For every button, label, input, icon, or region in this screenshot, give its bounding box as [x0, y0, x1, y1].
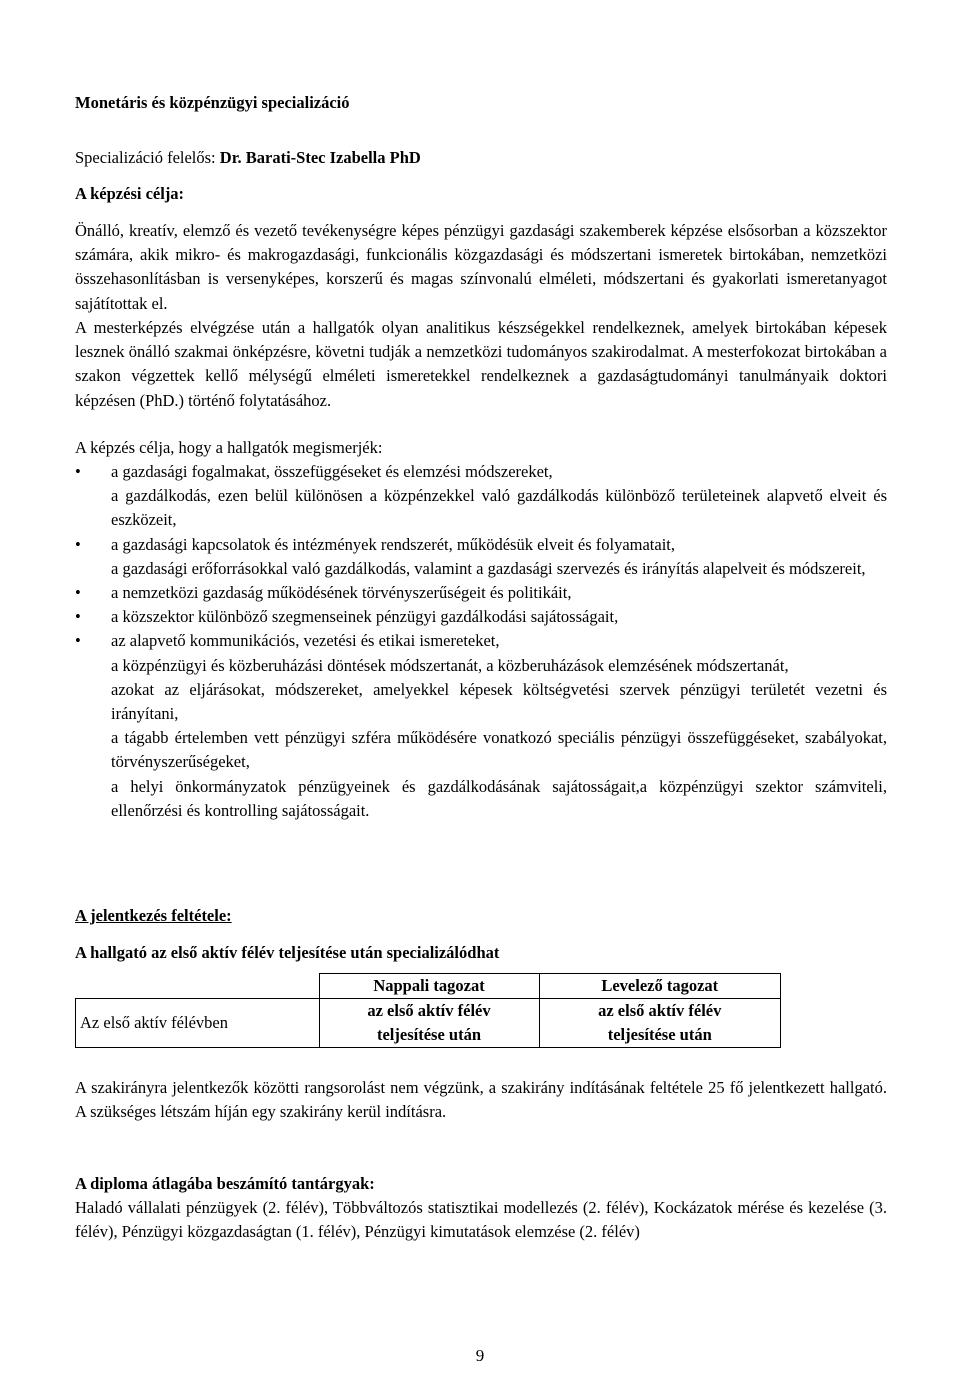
learn-intro: A képzés célja, hogy a hallgatók megismerjék: — [75, 438, 383, 457]
apply-heading: A jelentkezés feltétele: — [75, 906, 232, 925]
table-header-row — [76, 974, 781, 999]
list-item: azokat az eljárásokat, módszereket, amelyekkel képesek költségvetési szervek pénzügyi területét vezetni és irányítani, — [111, 679, 887, 724]
list-item: a tágabb értelemben vett pénzügyi szféra működésére vonatkozó speciális pénzügyi összefüggéseket, szabályokat, törvényszerűségeket, — [111, 728, 887, 772]
list-item: • az alapvető kommunikációs, vezetési és etikai ismereteket, — [75, 629, 887, 653]
list-item: • a gazdasági fogalmakat, összefüggéseket és elemzési módszereket, — [75, 460, 887, 484]
list-item: a közpénzügyi és közberuházási döntések módszertanát, a közberuházások elemzésének módszertanát, — [111, 655, 789, 675]
goal-paragraph-1: Önálló, kreatív, elemző és vezető tevékenységre képes pénzügyi gazdasági szakemberek képzése elsősorban a közszektor számára, akik mikro- és makrogazdasági, funkcionális közgazdasági és módszertani ismeretek birtokában, nemzetközi összehasonlításban is versenyképes, korszerű és magas színvonalú elméleti, módszertani és gyakorlati ismeretanyagot sajátítottak el. — [75, 221, 887, 313]
list-item: a gazdálkodás, ezen belül különösen a közpénzekkel való gazdálkodás különböző területeinek alapvető elveit és eszközeit, — [111, 486, 887, 530]
table-row-label: Az első aktív félévben — [76, 999, 320, 1048]
table-cell-levelezo — [539, 999, 781, 1048]
list-item: a gazdasági erőforrásokkal való gazdálkodás, valamint a gazdasági szervezés és irányítás alapelveit és módszereit, — [111, 558, 866, 578]
list-item: • a gazdasági kapcsolatok és intézmények rendszerét, működésük elveit és folyamatait, — [75, 533, 887, 557]
table-empty-cell — [76, 974, 320, 999]
apply-subheading: A hallgató az első aktív félév teljesítése után specializálódhat — [75, 943, 500, 962]
page-title: Monetáris és közpénzügyi specializáció — [75, 93, 350, 112]
goal-heading: A képzési célja: — [75, 184, 185, 203]
table-cell-nappali — [319, 999, 539, 1048]
goal-paragraph-2: A mesterképzés elvégzése után a hallgatók olyan analitikus készségekkel rendelkeznek, amelyek birtokában képesek lesznek önálló szakmai önképzésre, követni tudják a nemzetközi tudományos szakirodalmat. A mesterfokozat birtokában a szakon végzettek kellő mélységű elméleti ismeretekkel rendelkeznek a gazdaságtudományi tanulmányaik doktori képzésen (PhD.) történő folytatásához. — [75, 318, 887, 410]
table-cell-line: teljesítése után — [607, 1025, 712, 1044]
ranking-paragraph: A szakirányra jelentkezők közötti rangsorolást nem végzünk, a szakirány indításának feltétele 25 fő jelentkezett hallgató. A szükséges létszám híján egy szakirány kerül indításra. — [75, 1078, 887, 1122]
page-number: 9 — [475, 1346, 485, 1365]
table-row — [76, 999, 781, 1048]
responsible-label: Specializáció felelős: — [75, 148, 220, 167]
responsible-name: Dr. Barati-Stec Izabella PhD — [219, 148, 421, 167]
diploma-subjects: Haladó vállalati pénzügyek (2. félév), Többváltozós statisztikai modellezés (2. félév), Kockázatok mérése és kezelése (3. félév), Pénzügyi közgazdaságtan (1. félév), Pénzügyi kimutatások elemzése (2. félév) — [75, 1198, 887, 1242]
table-header-nappali: Nappali tagozat — [319, 974, 539, 999]
study-mode-table — [75, 973, 781, 1048]
table-cell-line: az első aktív félév — [598, 1001, 722, 1020]
table-cell-line: az első aktív félév — [367, 1001, 491, 1020]
list-item: • a nemzetközi gazdaság működésének törvényszerűségeit és politikáit, — [75, 581, 887, 605]
list-item: a helyi önkormányzatok pénzügyeinek és gazdálkodásának sajátosságait,a közpénzügyi szektor számviteli, ellenőrzési és kontrolling sajátosságait. — [111, 776, 887, 820]
list-item: • a közszektor különböző szegmenseinek pénzügyi gazdálkodási sajátosságait, — [75, 605, 887, 629]
table-cell-line: teljesítése után — [376, 1025, 481, 1044]
table-header-levelezo: Levelező tagozat — [539, 974, 781, 999]
learn-list — [75, 460, 887, 823]
diploma-heading: A diploma átlagába beszámító tantárgyak: — [75, 1174, 375, 1193]
specialization-responsible — [75, 146, 887, 170]
